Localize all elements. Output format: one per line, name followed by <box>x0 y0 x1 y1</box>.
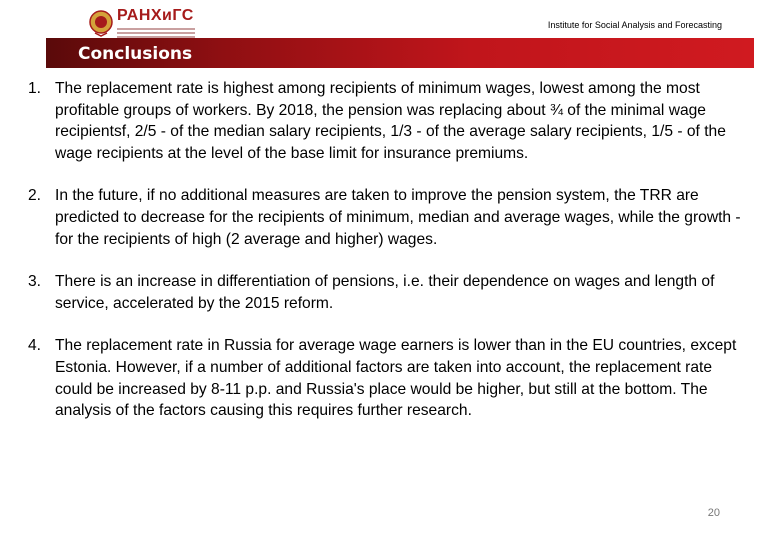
institute-name: Institute for Social Analysis and Forecasting <box>547 20 722 30</box>
title-banner <box>46 38 754 68</box>
item-text: The replacement rate in Russia for average wage earners is lower than in the EU countries, except Estonia. However, if a number of additional factors are taken into account, the replacement rate could be increased by 8-11 p.p. and Russia's place would be higher, but still at the bottom. The analysis of the factors causing this requires further research. <box>55 337 737 420</box>
item-number: 1. <box>28 80 42 97</box>
conclusions-list <box>28 78 748 443</box>
logo-subtitle-lines <box>117 26 195 38</box>
item-number: 4. <box>28 337 42 355</box>
list-item <box>28 335 748 421</box>
item-number: 3. <box>28 273 42 291</box>
list-item <box>28 271 748 314</box>
item-number: 2. <box>28 187 42 205</box>
item-text: There is an increase in differentiation of pensions, i.e. their dependence on wages and length of service, accelerated by the 2015 reform. <box>55 273 715 312</box>
item-text: The replacement rate is highest among recipients of minimum wages, lowest among the most profitable groups of workers. By 2018, the pension was replacing about ¾ of the minimal wage recipientsf, 2/5 - of the median salary recipients, 1/3 - of the average salary recipients, 1/5 - of the wage recipients at the level of the base limit for insurance premiums. <box>55 80 726 162</box>
list-item <box>28 78 748 164</box>
list-item <box>28 185 748 250</box>
page-number: 20 <box>707 507 720 519</box>
item-text: In the future, if no additional measures are taken to improve the pension system, the TRR are predicted to decrease for the recipients of minimum, median and average wages, while the growth - for the recipients of high (2 average and higher) wages. <box>55 187 741 248</box>
ranepa-logo <box>89 8 195 38</box>
logo-text: РАНХиГС <box>117 7 194 24</box>
emblem-icon <box>89 9 113 37</box>
page-title: Conclusions <box>78 44 193 64</box>
